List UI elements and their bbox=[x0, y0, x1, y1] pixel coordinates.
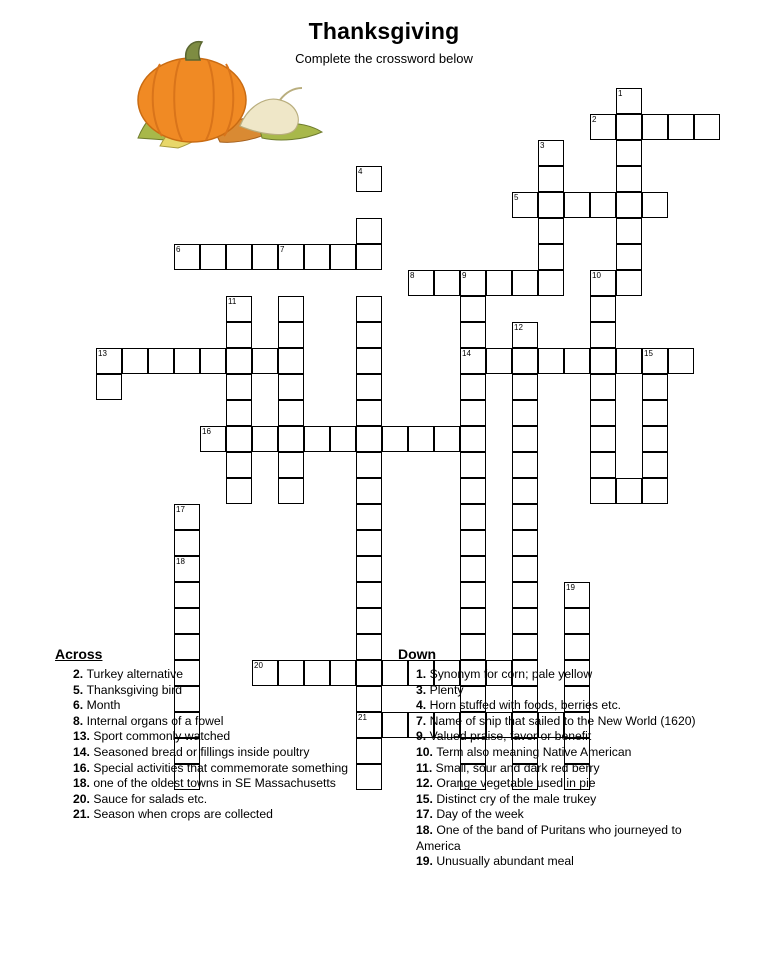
grid-cell[interactable] bbox=[642, 452, 668, 478]
grid-cell[interactable] bbox=[512, 478, 538, 504]
grid-cell[interactable] bbox=[200, 426, 226, 452]
grid-cell[interactable] bbox=[486, 348, 512, 374]
page-subtitle: Complete the crossword below bbox=[295, 51, 473, 66]
clue-text: Distinct cry of the male trukey bbox=[436, 791, 597, 806]
grid-cell[interactable] bbox=[434, 270, 460, 296]
grid-cell[interactable] bbox=[538, 270, 564, 296]
grid-cell[interactable] bbox=[512, 608, 538, 634]
grid-cell[interactable] bbox=[512, 270, 538, 296]
grid-cell[interactable] bbox=[330, 426, 356, 452]
clue-item bbox=[73, 761, 395, 777]
grid-cell[interactable] bbox=[382, 426, 408, 452]
page-title: Thanksgiving bbox=[308, 18, 460, 44]
clue-item bbox=[73, 714, 395, 730]
grid-cell[interactable] bbox=[122, 348, 148, 374]
grid-cell[interactable] bbox=[460, 348, 486, 374]
clue-text: One of the band of Puritans who journeyed to America bbox=[416, 822, 682, 853]
grid-cell-number: 21 bbox=[358, 713, 367, 722]
grid-cell[interactable] bbox=[590, 426, 616, 452]
grid-cell[interactable] bbox=[564, 608, 590, 634]
grid-cell[interactable] bbox=[460, 270, 486, 296]
grid-cell[interactable] bbox=[460, 426, 486, 452]
clue-number: 6. bbox=[73, 698, 87, 713]
grid-cell[interactable] bbox=[642, 192, 668, 218]
grid-cell[interactable] bbox=[512, 426, 538, 452]
clue-number: 8. bbox=[73, 713, 87, 728]
grid-cell[interactable] bbox=[174, 504, 200, 530]
clue-number: 12. bbox=[416, 776, 437, 791]
grid-cell[interactable] bbox=[252, 426, 278, 452]
grid-cell[interactable] bbox=[460, 374, 486, 400]
clue-text: Internal organs of a fowel bbox=[86, 713, 224, 728]
grid-cell[interactable] bbox=[616, 478, 642, 504]
grid-cell-number: 11 bbox=[228, 297, 237, 306]
grid-cell[interactable] bbox=[616, 140, 642, 166]
grid-cell[interactable] bbox=[564, 192, 590, 218]
grid-cell[interactable] bbox=[590, 192, 616, 218]
grid-cell[interactable] bbox=[590, 400, 616, 426]
clue-text: Name of ship that sailed to the New World (1620) bbox=[429, 713, 696, 728]
grid-cell[interactable] bbox=[642, 348, 668, 374]
grid-cell[interactable] bbox=[460, 296, 486, 322]
grid-cell[interactable] bbox=[590, 348, 616, 374]
grid-cell[interactable] bbox=[200, 244, 226, 270]
grid-cell[interactable] bbox=[356, 400, 382, 426]
grid-cell[interactable] bbox=[226, 400, 252, 426]
clues-section bbox=[0, 646, 768, 946]
grid-cell[interactable] bbox=[564, 582, 590, 608]
clue-item bbox=[416, 792, 728, 808]
across-clue-list bbox=[55, 667, 395, 823]
clue-item bbox=[73, 792, 395, 808]
across-heading: Across bbox=[55, 646, 103, 662]
grid-cell[interactable] bbox=[616, 192, 642, 218]
down-clue-list bbox=[398, 667, 728, 870]
grid-cell[interactable] bbox=[616, 218, 642, 244]
grid-cell[interactable] bbox=[460, 478, 486, 504]
grid-cell[interactable] bbox=[512, 374, 538, 400]
grid-cell[interactable] bbox=[590, 478, 616, 504]
grid-cell[interactable] bbox=[538, 166, 564, 192]
grid-cell-number: 20 bbox=[254, 661, 263, 670]
grid-cell[interactable] bbox=[512, 504, 538, 530]
grid-cell[interactable] bbox=[174, 348, 200, 374]
clue-item bbox=[416, 683, 728, 699]
grid-cell[interactable] bbox=[512, 348, 538, 374]
clue-text: Plenty bbox=[429, 682, 464, 697]
grid-cell[interactable] bbox=[668, 348, 694, 374]
grid-cell[interactable] bbox=[642, 478, 668, 504]
grid-cell[interactable] bbox=[538, 140, 564, 166]
clue-number: 2. bbox=[73, 667, 87, 681]
grid-cell[interactable] bbox=[278, 452, 304, 478]
grid-cell[interactable] bbox=[512, 556, 538, 582]
clue-item bbox=[416, 776, 728, 792]
grid-cell[interactable] bbox=[460, 556, 486, 582]
grid-cell-number: 9 bbox=[462, 271, 467, 280]
clue-number: 7. bbox=[416, 713, 430, 728]
clue-text: Special activities that commemorate something bbox=[93, 760, 349, 775]
grid-cell[interactable] bbox=[590, 114, 616, 140]
grid-cell-number: 19 bbox=[566, 583, 575, 592]
clue-item bbox=[416, 823, 728, 854]
grid-cell[interactable] bbox=[356, 582, 382, 608]
clue-number: 3. bbox=[416, 682, 430, 697]
grid-cell[interactable] bbox=[278, 478, 304, 504]
clue-text: Synonym for corn; pale yellow bbox=[429, 667, 593, 681]
grid-cell[interactable] bbox=[460, 530, 486, 556]
grid-cell[interactable] bbox=[460, 582, 486, 608]
grid-cell[interactable] bbox=[356, 374, 382, 400]
grid-cell-number: 8 bbox=[410, 271, 415, 280]
clue-text: Thanksgiving bird bbox=[86, 682, 183, 697]
grid-cell[interactable] bbox=[616, 270, 642, 296]
grid-cell[interactable] bbox=[278, 244, 304, 270]
grid-cell[interactable] bbox=[356, 348, 382, 374]
grid-cell[interactable] bbox=[460, 322, 486, 348]
grid-cell-number: 7 bbox=[280, 245, 285, 254]
grid-cell-number: 15 bbox=[644, 349, 653, 358]
clue-number: 17. bbox=[416, 807, 437, 822]
clue-number: 1. bbox=[416, 667, 430, 681]
grid-cell[interactable] bbox=[694, 114, 720, 140]
clue-item bbox=[416, 714, 728, 730]
grid-cell[interactable] bbox=[200, 348, 226, 374]
grid-cell[interactable] bbox=[642, 114, 668, 140]
grid-cell[interactable] bbox=[512, 452, 538, 478]
clue-text: one of the oldest towns in SE Massachusetts bbox=[93, 776, 336, 791]
grid-cell[interactable] bbox=[174, 608, 200, 634]
grid-cell-number: 4 bbox=[358, 167, 363, 176]
clue-text: Seasoned bread or fillings inside poultry bbox=[93, 744, 310, 759]
grid-cell[interactable] bbox=[356, 426, 382, 452]
clue-text: Unusually abundant meal bbox=[436, 854, 574, 869]
grid-cell[interactable] bbox=[278, 296, 304, 322]
grid-cell[interactable] bbox=[174, 582, 200, 608]
grid-cell[interactable] bbox=[460, 452, 486, 478]
grid-cell[interactable] bbox=[226, 348, 252, 374]
clue-text: Sport commonly watched bbox=[93, 729, 231, 744]
clue-number: 16. bbox=[73, 760, 94, 775]
clue-text: Small, sour and dark red berry bbox=[435, 760, 600, 775]
grid-cell[interactable] bbox=[564, 348, 590, 374]
grid-cell[interactable] bbox=[96, 374, 122, 400]
grid-cell-number: 2 bbox=[592, 115, 597, 124]
grid-cell-number: 3 bbox=[540, 141, 545, 150]
clue-text: Horn stuffed with foods, berries etc. bbox=[429, 698, 622, 713]
grid-cell[interactable] bbox=[330, 244, 356, 270]
clue-number: 9. bbox=[416, 729, 430, 744]
grid-cell[interactable] bbox=[642, 426, 668, 452]
grid-cell[interactable] bbox=[512, 400, 538, 426]
grid-cell[interactable] bbox=[226, 374, 252, 400]
clue-item bbox=[73, 698, 395, 714]
down-column bbox=[398, 646, 728, 870]
grid-cell-number: 17 bbox=[176, 505, 185, 514]
clue-text: Month bbox=[86, 698, 121, 713]
clue-number: 5. bbox=[73, 682, 87, 697]
grid-cell-number: 6 bbox=[176, 245, 181, 254]
clue-text: Orange vegetable used in pie bbox=[436, 776, 596, 791]
down-heading: Down bbox=[398, 646, 437, 662]
grid-cell[interactable] bbox=[356, 244, 382, 270]
grid-cell[interactable] bbox=[616, 244, 642, 270]
grid-cell[interactable] bbox=[590, 322, 616, 348]
clue-number: 19. bbox=[416, 854, 437, 869]
clue-number: 13. bbox=[73, 729, 94, 744]
clue-number: 18. bbox=[73, 776, 94, 791]
grid-cell[interactable] bbox=[590, 296, 616, 322]
clue-item bbox=[73, 745, 395, 761]
grid-cell[interactable] bbox=[538, 244, 564, 270]
grid-cell[interactable] bbox=[642, 374, 668, 400]
grid-cell[interactable] bbox=[226, 478, 252, 504]
clue-text: Season when crops are collected bbox=[93, 807, 273, 822]
grid-cell-number: 16 bbox=[202, 427, 211, 436]
grid-cell[interactable] bbox=[590, 270, 616, 296]
grid-cell[interactable] bbox=[96, 348, 122, 374]
grid-cell-number: 1 bbox=[618, 89, 623, 98]
grid-cell[interactable] bbox=[460, 400, 486, 426]
clue-item bbox=[73, 683, 395, 699]
grid-cell[interactable] bbox=[356, 296, 382, 322]
grid-cell[interactable] bbox=[538, 348, 564, 374]
grid-cell[interactable] bbox=[616, 88, 642, 114]
grid-cell[interactable] bbox=[356, 608, 382, 634]
grid-cell-number: 10 bbox=[592, 271, 601, 280]
clue-item bbox=[416, 667, 728, 683]
grid-cell[interactable] bbox=[460, 608, 486, 634]
clue-item bbox=[416, 807, 728, 823]
clue-number: 20. bbox=[73, 791, 94, 806]
clue-text: Sauce for salads etc. bbox=[93, 791, 208, 806]
grid-cell[interactable] bbox=[252, 348, 278, 374]
grid-cell[interactable] bbox=[434, 426, 460, 452]
grid-cell[interactable] bbox=[356, 166, 382, 192]
clue-item bbox=[416, 854, 728, 870]
grid-cell-number: 5 bbox=[514, 193, 519, 202]
across-column bbox=[55, 646, 395, 823]
grid-cell[interactable] bbox=[304, 426, 330, 452]
grid-cell[interactable] bbox=[174, 530, 200, 556]
clue-item bbox=[73, 776, 395, 792]
grid-cell[interactable] bbox=[616, 114, 642, 140]
grid-cell[interactable] bbox=[252, 244, 278, 270]
clue-item bbox=[73, 667, 395, 683]
clue-item bbox=[73, 729, 395, 745]
grid-cell[interactable] bbox=[590, 374, 616, 400]
grid-cell[interactable] bbox=[616, 348, 642, 374]
grid-cell[interactable] bbox=[356, 322, 382, 348]
grid-cell[interactable] bbox=[460, 504, 486, 530]
clue-number: 11. bbox=[416, 760, 436, 775]
grid-cell[interactable] bbox=[538, 218, 564, 244]
worksheet-page bbox=[0, 18, 768, 963]
grid-cell[interactable] bbox=[486, 270, 512, 296]
grid-cell[interactable] bbox=[512, 322, 538, 348]
clue-item bbox=[73, 807, 395, 823]
clue-item bbox=[416, 745, 728, 761]
grid-cell[interactable] bbox=[408, 426, 434, 452]
grid-cell[interactable] bbox=[304, 244, 330, 270]
clue-number: 4. bbox=[416, 698, 430, 713]
clue-number: 14. bbox=[73, 744, 94, 759]
grid-cell[interactable] bbox=[538, 192, 564, 218]
grid-cell[interactable] bbox=[590, 452, 616, 478]
grid-cell[interactable] bbox=[356, 452, 382, 478]
grid-cell[interactable] bbox=[278, 400, 304, 426]
grid-cell[interactable] bbox=[642, 400, 668, 426]
grid-cell[interactable] bbox=[174, 244, 200, 270]
grid-cell[interactable] bbox=[668, 114, 694, 140]
grid-cell[interactable] bbox=[356, 556, 382, 582]
clue-item bbox=[416, 761, 728, 777]
grid-cell[interactable] bbox=[226, 452, 252, 478]
grid-cell-number: 14 bbox=[462, 349, 471, 358]
clue-text: Turkey alternative bbox=[86, 667, 183, 681]
grid-cell[interactable] bbox=[512, 582, 538, 608]
grid-cell[interactable] bbox=[278, 348, 304, 374]
clue-number: 10. bbox=[416, 744, 437, 759]
clue-text: Term also meaning Native American bbox=[436, 744, 632, 759]
clue-text: Day of the week bbox=[436, 807, 524, 822]
grid-cell[interactable] bbox=[356, 218, 382, 244]
grid-cell[interactable] bbox=[174, 556, 200, 582]
grid-cell[interactable] bbox=[226, 426, 252, 452]
grid-cell[interactable] bbox=[356, 504, 382, 530]
clue-text: Valued praise, favor or benefit bbox=[429, 729, 592, 744]
clue-item bbox=[416, 698, 728, 714]
grid-cell[interactable] bbox=[278, 374, 304, 400]
grid-cell[interactable] bbox=[356, 478, 382, 504]
grid-cell[interactable] bbox=[278, 322, 304, 348]
grid-cell[interactable] bbox=[512, 530, 538, 556]
grid-cell[interactable] bbox=[512, 192, 538, 218]
grid-cell-number: 12 bbox=[514, 323, 523, 332]
grid-cell-number: 13 bbox=[98, 349, 107, 358]
grid-cell[interactable] bbox=[278, 426, 304, 452]
clue-item bbox=[416, 729, 728, 745]
clue-number: 21. bbox=[73, 807, 94, 822]
grid-cell[interactable] bbox=[226, 244, 252, 270]
clue-number: 15. bbox=[416, 791, 437, 806]
clue-number: 18. bbox=[416, 822, 437, 837]
grid-cell[interactable] bbox=[148, 348, 174, 374]
grid-cell[interactable] bbox=[226, 296, 252, 322]
grid-cell-number: 18 bbox=[176, 557, 185, 566]
grid-cell[interactable] bbox=[226, 322, 252, 348]
grid-cell[interactable] bbox=[408, 270, 434, 296]
grid-cell[interactable] bbox=[616, 166, 642, 192]
grid-cell[interactable] bbox=[356, 530, 382, 556]
